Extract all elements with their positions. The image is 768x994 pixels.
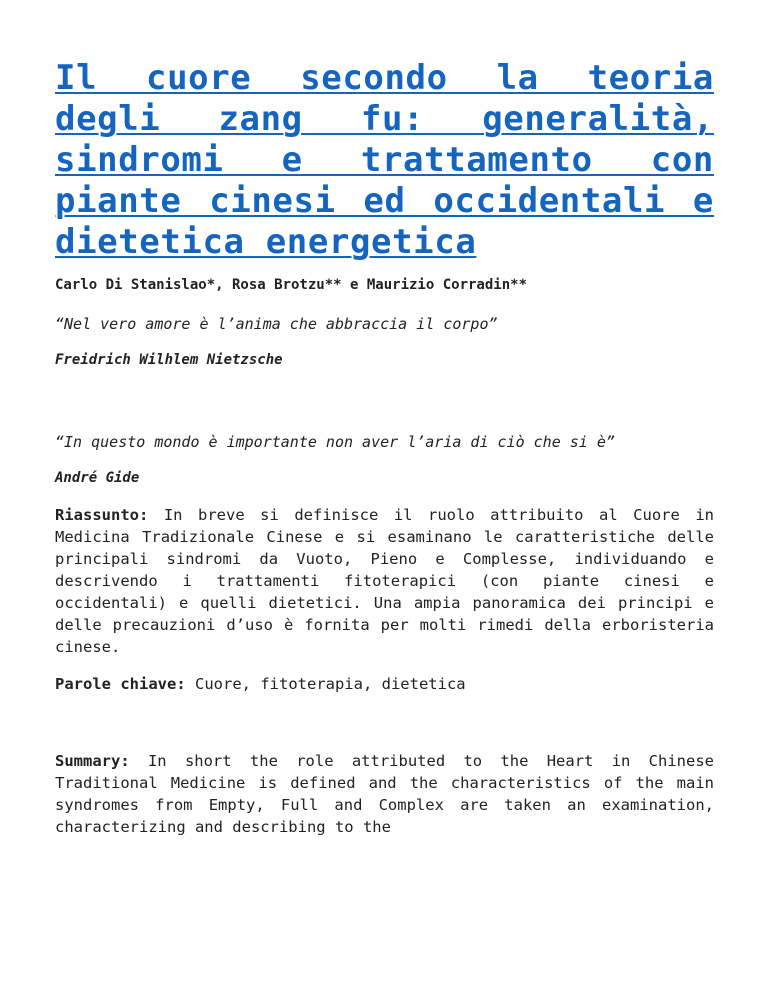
article-title-link[interactable]: Il cuore secondo la teoria degli zang fu: generalità, sindromi e trattamento con piante cinesi ed occidentali e dietetica energetica [55,58,714,262]
article-title [55,58,714,263]
keywords [55,673,714,695]
quote-1-author: Freidrich Wilhlem Nietzsche [55,352,283,368]
quote-2-author: André Gide [55,470,140,486]
keywords-label: Parole chiave: [55,675,186,693]
quote-2-text: “In questo mondo è importante non aver l’aria di ciò che si è” [55,433,615,451]
spacer [55,386,714,432]
quote-1-text: “Nel vero amore è l’anima che abbraccia il corpo” [55,315,498,333]
abstract-text: In breve si definisce il ruolo attribuito al Cuore in Medicina Tradizionale Cinese e si esaminano le caratteristiche delle principali sindromi da Vuoto, Pieno e Complesse, individuando e descrivendo i trattamenti fitoterapici (con piante cinesi e occidentali) e quelli dietetici. Una ampia panoramica dei principi e delle precauzioni d’uso è fornita per molti rimedi della erboristeria cinese. [55,506,714,656]
summary-label: Summary: [55,752,130,770]
summary-text: In short the role attributed to the Heart in Chinese Traditional Medicine is defined and the characteristics of the main syndromes from Empty, Full and Complex are taken an examination, characterizing and describing to the [55,752,714,836]
keywords-text: Cuore, fitoterapia, dietetica [195,675,466,693]
document-page [55,58,714,853]
authors: Carlo Di Stanislao*, Rosa Brotzu** e Maurizio Corradin** [55,277,528,293]
summary-english [55,750,714,838]
abstract-label: Riassunto: [55,506,149,524]
abstract-italian [55,504,714,658]
